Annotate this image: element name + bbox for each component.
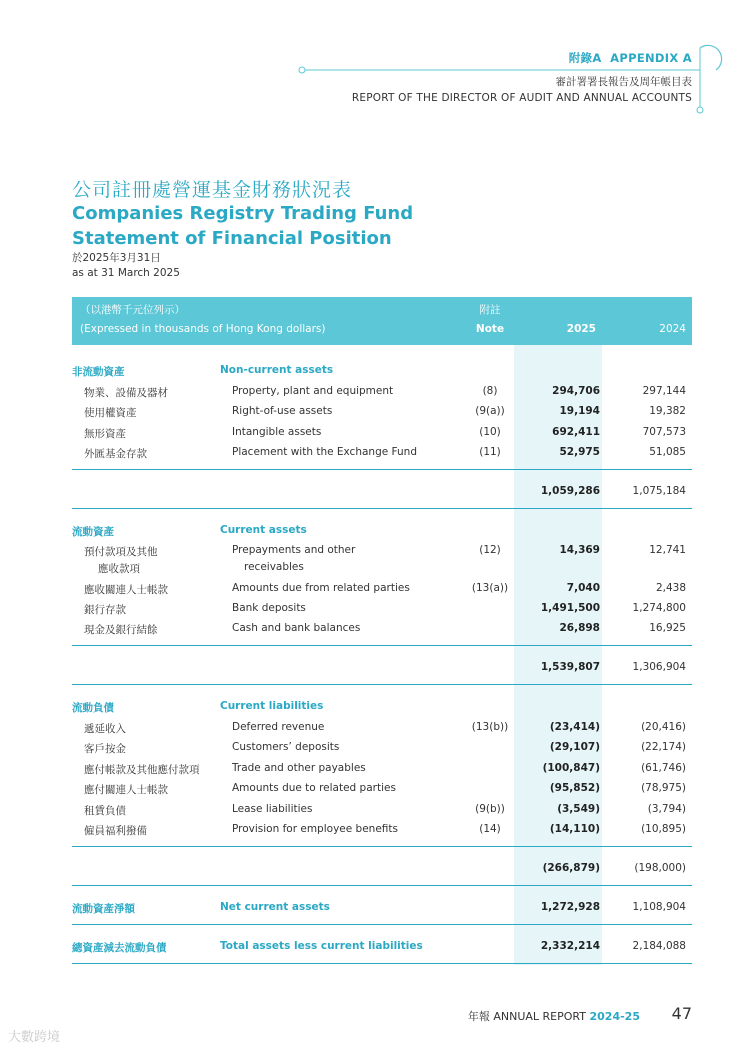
year-2025-header: 2025 (566, 323, 596, 335)
statement-date-en: as at 31 March 2025 (72, 267, 180, 279)
table-row: 應付帳款及其他應付款項 Trade and other payables (100,847) (61,746) (84, 762, 686, 776)
table-row: 應付關連人士帳款 Amounts due to related parties (95,852) (78,975) (84, 782, 686, 796)
total-assets-less-current-liabilities-row: 總資產減去流動負債 Total assets less current liabilities 2,332,214 2,184,088 (72, 940, 686, 954)
header-subtitle-zh: 審計署署長報告及周年帳目表 (555, 76, 692, 88)
appendix-label: 附錄A APPENDIX A (568, 51, 692, 65)
footer-report-label: 年報 ANNUAL REPORT 2024-25 (467, 1010, 640, 1023)
divider (72, 684, 692, 685)
table-row: 現金及銀行結餘 Cash and bank balances 26,898 16,925 (84, 622, 686, 636)
divider (72, 508, 692, 509)
table-row: 物業、設備及器材 Property, plant and equipment (8) 294,706 297,144 (84, 385, 686, 399)
divider (72, 924, 692, 925)
table-row: 使用權資產 Right-of-use assets (9(a)) 19,194 19,382 (84, 405, 686, 419)
divider (72, 963, 692, 964)
table-row: 銀行存款 Bank deposits 1,491,500 1,274,800 (84, 602, 686, 616)
table-header (72, 297, 692, 345)
table-row: 預付款項及其他 應收款項 Prepayments and other receivables (12) 14,369 12,741 (84, 544, 686, 575)
divider (72, 885, 692, 886)
page-title-en-line2: Statement of Financial Position (72, 228, 392, 249)
section-heading: 流動資產 Current assets (72, 524, 307, 538)
table-row: 外匯基金存款 Placement with the Exchange Fund (11) 52,975 51,085 (84, 446, 686, 460)
statement-date-zh: 於2025年3月31日 (72, 252, 161, 264)
page-number: 47 (671, 1004, 692, 1023)
note-header-en: Note (475, 323, 505, 335)
table-row: 僱員福利撥備 Provision for employee benefits (14) (14,110) (10,895) (84, 823, 686, 837)
table-row: 租賃負債 Lease liabilities (9(b)) (3,549) (3,794) (84, 803, 686, 817)
divider (72, 469, 692, 470)
note-header-zh: 附註 (479, 304, 501, 316)
divider (72, 645, 692, 646)
header-subtitle-en: REPORT OF THE DIRECTOR OF AUDIT AND ANNUAL ACCOUNTS (351, 92, 692, 104)
watermark: 大數跨境 (8, 1030, 61, 1045)
page-title-zh: 公司註冊處營運基金財務狀況表 (72, 179, 353, 201)
subtotal-row: 1,539,807 1,306,904 (540, 661, 686, 673)
table-row: 遞延收入 Deferred revenue (13(b)) (23,414) (20,416) (84, 721, 686, 735)
table-row: 應收關連人士帳款 Amounts due from related parties (13(a)) 7,040 2,438 (84, 582, 686, 596)
expressed-label-zh: （以港幣千元位列示） (80, 304, 185, 316)
section-heading: 流動負債 Current liabilities (72, 700, 324, 714)
page-title-en-line1: Companies Registry Trading Fund (72, 203, 414, 224)
expressed-label-en: (Expressed in thousands of Hong Kong dollars) (80, 323, 326, 335)
subtotal-row: (266,879) (198,000) (542, 862, 686, 874)
year-2024-header: 2024 (659, 323, 686, 335)
net-current-assets-row: 流動資產淨額 Net current assets 1,272,928 1,108,904 (72, 901, 686, 915)
divider (72, 846, 692, 847)
subtotal-row: 1,059,286 1,075,184 (540, 485, 686, 497)
table-row: 客戶按金 Customers’ deposits (29,107) (22,174) (84, 741, 686, 755)
table-row: 無形資產 Intangible assets (10) 692,411 707,573 (84, 426, 686, 440)
section-heading: 非流動資產 Non-current assets (72, 364, 334, 378)
